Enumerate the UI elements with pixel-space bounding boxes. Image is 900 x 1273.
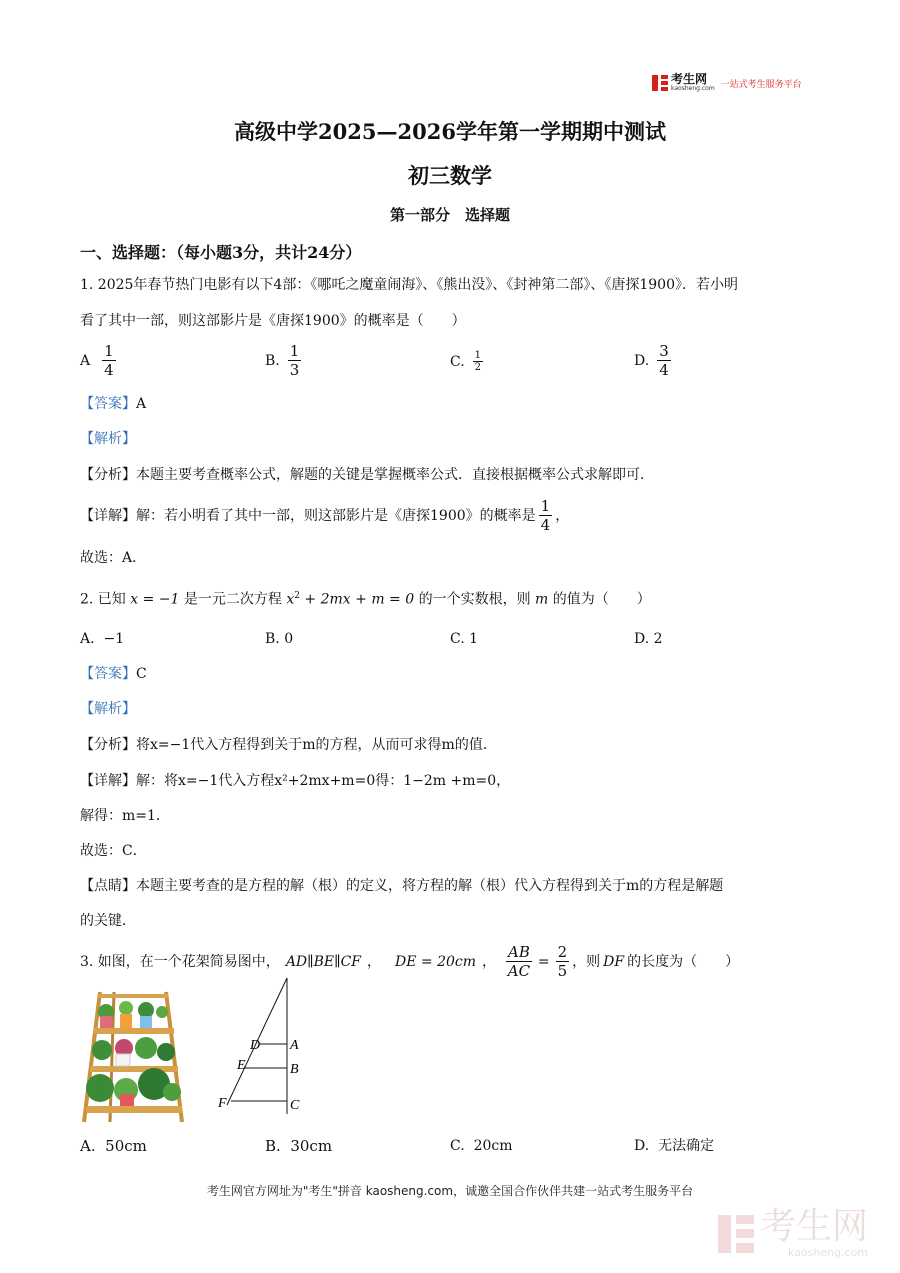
fig-label-c: C bbox=[290, 1098, 300, 1113]
q1-option-b: B. $\frac{1}{3}$ bbox=[265, 342, 300, 379]
logo-slogan: 一站式考生服务平台 bbox=[720, 79, 802, 90]
q3-option-c: C. 20cm bbox=[450, 1138, 513, 1154]
watermark-logo-icon bbox=[718, 1215, 754, 1253]
q2-answer: 【答案】C bbox=[80, 666, 147, 682]
q2-xiangjie: 【详解】解：将x=−1代入方程x²+2mx+m=0得：1−2m +m=0， bbox=[80, 773, 511, 789]
q2-fenxi: 【分析】将x=−1代入方程得到关于m的方程，从而可求得m的值． bbox=[80, 737, 497, 753]
q2-dianjing-line2: 的关键． bbox=[80, 913, 136, 929]
q2-option-c: C. 1 bbox=[450, 631, 479, 647]
q1-answer: 【答案】A bbox=[80, 396, 147, 412]
q1-option-a: A $\frac{1}{4}$ bbox=[80, 342, 114, 379]
q2-jiede: 解得：m=1． bbox=[80, 808, 170, 824]
page-footer: 考生网官方网址为"考生"拼音 kaosheng.com，诚邀全国合作伙伴共建一站式考生服务平台 bbox=[206, 1184, 694, 1198]
fig-label-b: B bbox=[290, 1062, 299, 1077]
fig-label-a: A bbox=[290, 1038, 299, 1053]
exam-title: 高级中学2025—2026学年第一学期期中测试 bbox=[234, 119, 666, 144]
q1-line2: 看了其中一部，则这部影片是《唐探1900》的概率是（ ） bbox=[80, 313, 466, 329]
watermark bbox=[718, 1208, 868, 1259]
q2-analysis-tag: 【解析】 bbox=[80, 701, 136, 717]
q3-option-a: A. 50cm bbox=[80, 1137, 147, 1155]
q2-option-d: D. 2 bbox=[634, 631, 663, 647]
q1-option-d: D. $\frac{3}{4}$ bbox=[634, 342, 669, 379]
fig-label-d: D bbox=[250, 1038, 261, 1053]
q2-dianjing-line1: 【点睛】本题主要考查的是方程的解（根）的定义，将方程的解（根）代入方程得到关于m的方程是解题 bbox=[80, 878, 724, 894]
fig-label-e: E bbox=[237, 1058, 246, 1073]
flower-stand-image bbox=[80, 988, 186, 1126]
q1-fenxi: 【分析】本题主要考查概率公式，解题的关键是掌握概率公式．直接根据概率公式求解即可． bbox=[80, 467, 654, 483]
exam-subject: 初三数学 bbox=[408, 163, 492, 188]
logo-mark-icon bbox=[652, 75, 668, 91]
logo-url: kaosheng.com bbox=[671, 85, 715, 92]
fig-label-f: F bbox=[218, 1096, 227, 1111]
watermark-name: 考生网 bbox=[760, 1206, 869, 1247]
part-heading: 第一部分 选择题 bbox=[389, 206, 510, 224]
q1-choose: 故选：A． bbox=[80, 550, 147, 566]
q2-choose: 故选：C． bbox=[80, 843, 147, 859]
q3-stem: 3. 如图，在一个花架简易图中， AD∥BE∥CF ， DE = 20cm ， $\frac{AB}{AC}$ = $\frac{2}{5}$ ，则 DF 的长度为（ ） bbox=[80, 943, 740, 980]
q1-xiangjie: 【详解】 解：若小明看了其中一部，则这部影片是《唐探1900》的概率是 $\frac{1}{4}$ ， bbox=[80, 497, 570, 534]
q3-option-b: B. 30cm bbox=[265, 1137, 333, 1155]
watermark-url: kaosheng.com bbox=[787, 1246, 869, 1259]
parallel-lines-figure bbox=[212, 976, 322, 1120]
q1-option-c: C. $\frac{1}{2}$ bbox=[450, 350, 482, 373]
q2-option-a: A. −1 bbox=[80, 631, 125, 647]
header-logo bbox=[652, 74, 802, 92]
q1-line1: 1. 2025年春节热门电影有以下4部：《哪吒之魔童闹海》、《熊出没》、《封神第二部》、《唐探1900》．若小明 bbox=[80, 277, 738, 293]
q3-option-d: D. 无法确定 bbox=[634, 1138, 715, 1154]
q1-analysis-tag: 【解析】 bbox=[80, 431, 136, 447]
section-heading: 一、选择题：（每小题3分，共计24分） bbox=[80, 243, 362, 262]
q2-option-b: B. 0 bbox=[265, 631, 294, 647]
logo-name: 考生网 bbox=[671, 72, 708, 86]
q2-stem: 2. 已知 x = −1 是一元二次方程 $x^2 + 2mx + m = 0$ 的一个实数根，则 m 的值为（ ） bbox=[80, 591, 651, 608]
